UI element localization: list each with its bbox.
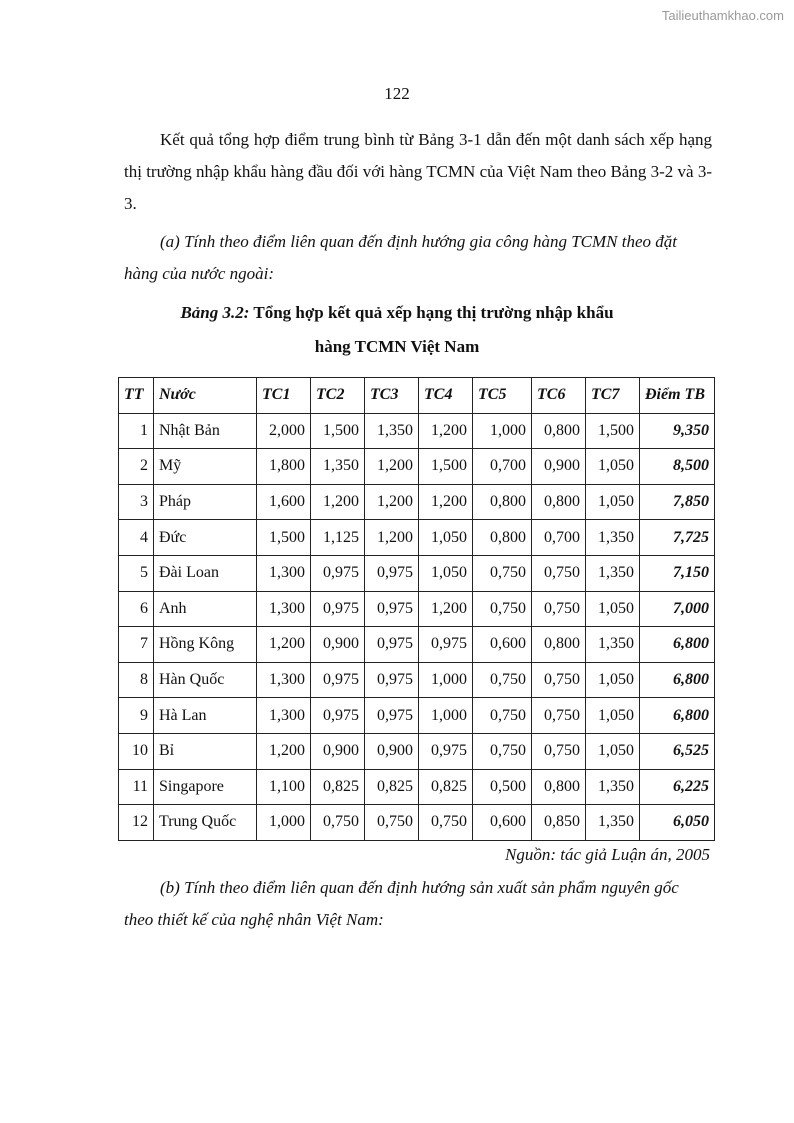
table-row	[119, 662, 715, 698]
cell-score: 7,725	[640, 520, 715, 556]
cell-country: Trung Quốc	[154, 805, 257, 841]
cell-tc5: 0,750	[473, 662, 532, 698]
header-tc6: TC6	[532, 378, 586, 414]
cell-tc5: 0,800	[473, 484, 532, 520]
cell-tc5: 0,750	[473, 698, 532, 734]
header-score: Điểm TB	[640, 378, 715, 414]
cell-tc4: 0,975	[419, 733, 473, 769]
cell-tc1: 1,300	[257, 698, 311, 734]
header-tc1: TC1	[257, 378, 311, 414]
header-country: Nước	[154, 378, 257, 414]
cell-tc3: 0,975	[365, 591, 419, 627]
cell-tt: 1	[119, 413, 154, 449]
cell-tc6: 0,750	[532, 698, 586, 734]
source-note: Nguồn: tác giả Luận án, 2005	[505, 845, 710, 864]
cell-score: 6,800	[640, 698, 715, 734]
cell-tc2: 0,975	[311, 555, 365, 591]
cell-tc7: 1,050	[586, 591, 640, 627]
cell-tc1: 1,200	[257, 733, 311, 769]
cell-tc2: 1,350	[311, 449, 365, 485]
cell-tt: 11	[119, 769, 154, 805]
header-tc3: TC3	[365, 378, 419, 414]
cell-tt: 3	[119, 484, 154, 520]
cell-tt: 10	[119, 733, 154, 769]
cell-tc2: 0,900	[311, 733, 365, 769]
cell-tc6: 0,800	[532, 484, 586, 520]
cell-tc7: 1,350	[586, 520, 640, 556]
cell-tc5: 0,750	[473, 555, 532, 591]
cell-score: 6,225	[640, 769, 715, 805]
cell-tc7: 1,350	[586, 805, 640, 841]
cell-score: 7,850	[640, 484, 715, 520]
cell-tc6: 0,750	[532, 555, 586, 591]
cell-tc2: 1,500	[311, 413, 365, 449]
cell-tc6: 0,700	[532, 520, 586, 556]
cell-tc2: 0,900	[311, 627, 365, 663]
table-row	[119, 698, 715, 734]
cell-tc4: 1,000	[419, 662, 473, 698]
cell-score: 8,500	[640, 449, 715, 485]
cell-tc6: 0,750	[532, 733, 586, 769]
cell-country: Hà Lan	[154, 698, 257, 734]
cell-tt: 12	[119, 805, 154, 841]
ranking-table	[118, 377, 715, 841]
cell-tc7: 1,350	[586, 769, 640, 805]
table-caption-label: Bảng 3.2:	[180, 303, 250, 322]
cell-tc1: 1,500	[257, 520, 311, 556]
cell-tc1: 1,300	[257, 591, 311, 627]
cell-tc1: 1,300	[257, 555, 311, 591]
cell-tc7: 1,050	[586, 733, 640, 769]
cell-tc7: 1,500	[586, 413, 640, 449]
cell-tc3: 1,200	[365, 449, 419, 485]
table-row	[119, 520, 715, 556]
cell-tt: 5	[119, 555, 154, 591]
cell-score: 6,525	[640, 733, 715, 769]
cell-tc6: 0,800	[532, 627, 586, 663]
cell-tc7: 1,350	[586, 627, 640, 663]
header-tc2: TC2	[311, 378, 365, 414]
table-row	[119, 413, 715, 449]
cell-tt: 7	[119, 627, 154, 663]
cell-tc3: 0,975	[365, 627, 419, 663]
cell-tc5: 0,500	[473, 769, 532, 805]
cell-tc1: 2,000	[257, 413, 311, 449]
page-number: 122	[384, 84, 410, 103]
cell-score: 6,050	[640, 805, 715, 841]
cell-tc2: 0,750	[311, 805, 365, 841]
cell-tc6: 0,750	[532, 591, 586, 627]
cell-tc2: 0,975	[311, 698, 365, 734]
cell-tc4: 1,050	[419, 555, 473, 591]
table-header-row	[119, 378, 715, 414]
cell-tc4: 0,825	[419, 769, 473, 805]
header-tc7: TC7	[586, 378, 640, 414]
watermark-text: Tailieuthamkhao.com	[661, 8, 784, 23]
table-row	[119, 733, 715, 769]
cell-tc1: 1,600	[257, 484, 311, 520]
cell-score: 7,000	[640, 591, 715, 627]
cell-tc5: 0,800	[473, 520, 532, 556]
cell-tc3: 0,900	[365, 733, 419, 769]
cell-country: Hàn Quốc	[154, 662, 257, 698]
cell-tc6: 0,900	[532, 449, 586, 485]
table-row	[119, 555, 715, 591]
cell-tc4: 1,500	[419, 449, 473, 485]
cell-tc1: 1,100	[257, 769, 311, 805]
cell-country: Pháp	[154, 484, 257, 520]
header-tc4: TC4	[419, 378, 473, 414]
section-a-heading: (a) Tính theo điểm liên quan đến định hướng gia công hàng TCMN theo đặt hàng của nước ngoài:	[124, 232, 677, 283]
table-row	[119, 484, 715, 520]
cell-tt: 8	[119, 662, 154, 698]
cell-tc5: 0,600	[473, 805, 532, 841]
cell-tc3: 0,750	[365, 805, 419, 841]
cell-score: 6,800	[640, 627, 715, 663]
table-row	[119, 627, 715, 663]
cell-country: Mỹ	[154, 449, 257, 485]
cell-score: 6,800	[640, 662, 715, 698]
cell-tc7: 1,050	[586, 662, 640, 698]
cell-tt: 9	[119, 698, 154, 734]
cell-tt: 2	[119, 449, 154, 485]
table-caption-line1	[0, 303, 794, 323]
table-caption-title: Tổng hợp kết quả xếp hạng thị trường nhập khẩu	[253, 303, 614, 322]
cell-country: Đài Loan	[154, 555, 257, 591]
table-row	[119, 805, 715, 841]
cell-country: Đức	[154, 520, 257, 556]
cell-tc4: 1,050	[419, 520, 473, 556]
cell-tc4: 1,000	[419, 698, 473, 734]
header-tt: TT	[119, 378, 154, 414]
cell-tc5: 0,750	[473, 591, 532, 627]
cell-country: Singapore	[154, 769, 257, 805]
cell-tc7: 1,350	[586, 555, 640, 591]
cell-tc7: 1,050	[586, 449, 640, 485]
cell-tc6: 0,800	[532, 413, 586, 449]
cell-tc6: 0,800	[532, 769, 586, 805]
cell-tc5: 0,700	[473, 449, 532, 485]
cell-tc3: 1,350	[365, 413, 419, 449]
cell-country: Anh	[154, 591, 257, 627]
cell-tt: 6	[119, 591, 154, 627]
table-caption-line2: hàng TCMN Việt Nam	[314, 337, 480, 356]
cell-tc2: 0,975	[311, 662, 365, 698]
cell-tc3: 0,825	[365, 769, 419, 805]
cell-tc5: 0,600	[473, 627, 532, 663]
cell-score: 7,150	[640, 555, 715, 591]
header-tc5: TC5	[473, 378, 532, 414]
cell-tc5: 1,000	[473, 413, 532, 449]
cell-tc3: 1,200	[365, 520, 419, 556]
cell-tc7: 1,050	[586, 698, 640, 734]
cell-tc3: 1,200	[365, 484, 419, 520]
cell-tc1: 1,300	[257, 662, 311, 698]
cell-tc2: 1,125	[311, 520, 365, 556]
cell-tt: 4	[119, 520, 154, 556]
cell-tc4: 0,975	[419, 627, 473, 663]
cell-tc2: 1,200	[311, 484, 365, 520]
cell-tc2: 0,975	[311, 591, 365, 627]
cell-tc3: 0,975	[365, 662, 419, 698]
cell-tc5: 0,750	[473, 733, 532, 769]
cell-tc1: 1,000	[257, 805, 311, 841]
cell-tc3: 0,975	[365, 698, 419, 734]
section-b-heading: (b) Tính theo điểm liên quan đến định hướng sản xuất sản phẩm nguyên gốc theo thiết kế của nghệ nhân Việt Nam:	[124, 878, 679, 929]
cell-tc6: 0,750	[532, 662, 586, 698]
cell-tc1: 1,800	[257, 449, 311, 485]
table-row	[119, 769, 715, 805]
cell-country: Hồng Kông	[154, 627, 257, 663]
cell-tc4: 0,750	[419, 805, 473, 841]
cell-tc4: 1,200	[419, 591, 473, 627]
cell-country: Bỉ	[154, 733, 257, 769]
cell-tc7: 1,050	[586, 484, 640, 520]
cell-tc3: 0,975	[365, 555, 419, 591]
cell-tc6: 0,850	[532, 805, 586, 841]
table-row	[119, 591, 715, 627]
cell-score: 9,350	[640, 413, 715, 449]
cell-country: Nhật Bản	[154, 413, 257, 449]
cell-tc1: 1,200	[257, 627, 311, 663]
cell-tc4: 1,200	[419, 413, 473, 449]
cell-tc4: 1,200	[419, 484, 473, 520]
table-row	[119, 449, 715, 485]
intro-paragraph: Kết quả tổng hợp điểm trung bình từ Bảng 3-1 dẫn đến một danh sách xếp hạng thị trường nhập khẩu hàng đầu đối với hàng TCMN của Việt Nam theo Bảng 3-2 và 3-3.	[124, 130, 712, 213]
cell-tc2: 0,825	[311, 769, 365, 805]
